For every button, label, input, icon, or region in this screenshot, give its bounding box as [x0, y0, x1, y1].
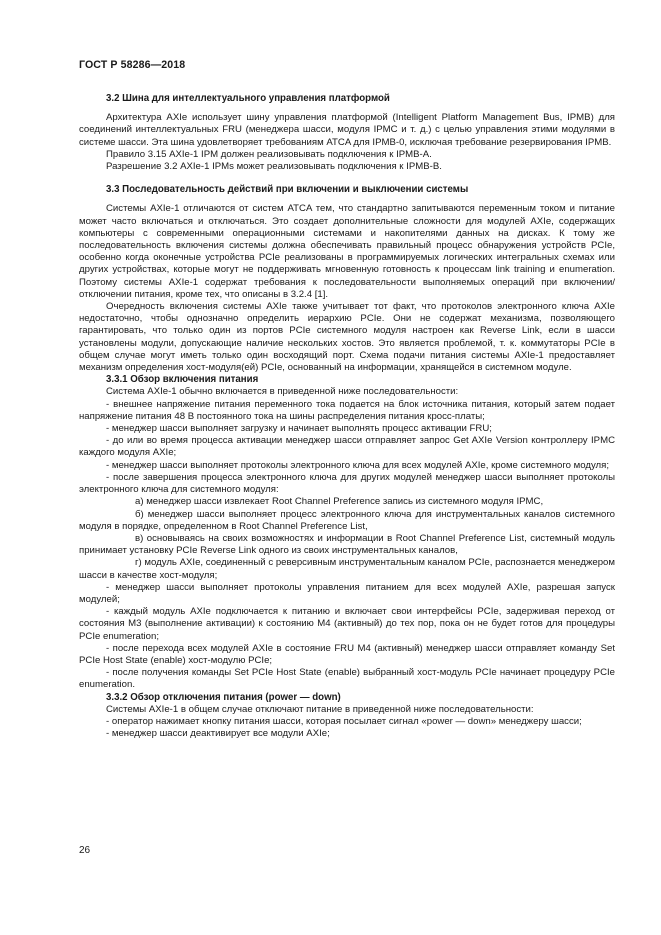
section-3-3-2-intro: Системы AXIe-1 в общем случае отключают питание в приведенной ниже последовательности: — [106, 703, 534, 715]
section-3-3-paragraph-1: Системы AXIe-1 отличаются от систем ATCA тем, что стандартно запитываются переменным током и питание может часто включаться и отключаться. Это создает дополнительные сложности для модулей AXIe, содержащих компьютеры с современными операционными системами и накопителями данных на дисках. К тому же последовательность включения системы должна обеспечивать правильный процесс обнаружения устройств PCIe, особенно когда оконечные устройства PCIe реализованы в программируемых логических интегральных схемах или других устройствах, которые могут не поддерживать мгновенную готовность к процессам link training и enumeration. Поэтому системы AXIe-1 содержат требования к последовательности выполняемых операций при включении/отключении питания, кроме тех, что описаны в 3.2.4 [1]. — [79, 203, 615, 300]
page-number: 26 — [79, 845, 91, 856]
list-item: - каждый модуль AXIe подключается к питанию и включает свои интерфейсы PCIe, задерживая переход от состояния M3 (выполнение активации) к состоянию M4 (активный) до тех пор, пока он не будет готов для процедуры PCIe enumeration; — [79, 606, 615, 642]
rule-3-15: Правило 3.15 AXIe-1 IPM должен реализовывать подключения к IPMB-A. — [106, 148, 432, 160]
section-3-3-heading: 3.3 Последовательность действий при включении и выключении системы — [106, 184, 469, 196]
section-3-3-paragraph-2: Очередность включения системы AXIe также учитывает тот факт, что протоколов электронного ключа AXIe недостаточно, чтобы однозначно определить иерархию PCIe. Они не содержат механизма, позволяющего гарантировать, что только один из портов PCIe системного модуля настроен как Reverse Link, если в шасси установлены модули, допускающие наличие нескольких хостов. Это является проблемой, т. к. коммутаторы PCIe в общем случае могут иметь только один восходящий порт. Схема подачи питания системы AXIe-1 предоставляет механизм определения хост-модуля(ей) PCIe, основанный на информации, хранящейся в системном модуле. — [79, 301, 615, 374]
list-item: - оператор нажимает кнопку питания шасси, которая посылает сигнал «power — down» менеджеру шасси; — [106, 715, 582, 727]
list-item: - до или во время процесса активации менеджер шасси отправляет запрос Get AXIe Version контроллеру IPMC каждого модуля AXIe; — [79, 435, 615, 459]
section-3-3-1-heading: 3.3.1 Обзор включения питания — [106, 374, 259, 386]
list-item: - менеджер шасси выполняет протоколы управления питанием для всех модулей AXIe, разрешая запуск модулей; — [79, 581, 615, 605]
list-item: - после завершения процесса электронного ключа для других модулей менеджер шасси выполняет протоколы электронного ключа для системного модуля: — [79, 471, 615, 496]
list-item: - после получения команды Set PCIe Host State (enable) выбранный хост-модуль PCIe начинает процедуру PCIe enumeration. — [79, 667, 615, 691]
section-3-3-1-intro: Система AXIe-1 обычно включается в приведенной ниже последовательности: — [106, 386, 459, 398]
list-item: - менеджер шасси выполняет протоколы электронного ключа для всех модулей AXIe, кроме системного модуля; — [106, 459, 609, 471]
list-item: - после перехода всех модулей AXIe в состояние FRU M4 (активный) менеджер шасси отправляет команду Set PCIe Host State (enable) хост-модулю PCIe; — [79, 642, 615, 666]
document-body — [79, 93, 615, 740]
sub-list-item: г) модуль AXIe, соединенный с реверсивным инструментальным каналом PCIe, распознается менеджером шасси в качестве хост-модуля; — [79, 557, 615, 581]
list-item: - менеджер шасси выполняет загрузку и начинает выполнять процесс активации FRU; — [106, 423, 492, 435]
sub-list-item: а) менеджер шасси извлекает Root Channel Preference запись из системного модуля IPMC, — [135, 496, 544, 508]
section-3-3-2-heading: 3.3.2 Обзор отключения питания (power — down) — [106, 691, 341, 703]
sub-list-item: б) менеджер шасси выполняет процесс электронного ключа для инструментальных каналов системного модуля в порядке, определенном в Root Channel Preference List, — [79, 508, 615, 532]
standard-designation: ГОСТ Р 58286—2018 — [79, 59, 186, 71]
permission-3-2: Разрешение 3.2 AXIe-1 IPMs может реализовывать подключения к IPMB-B. — [106, 161, 442, 173]
section-3-2-heading: 3.2 Шина для интеллектуального управления платформой — [106, 93, 390, 104]
sub-list-item: в) основываясь на своих возможностях и информации в Root Channel Preference List, системный модуль принимает установку PCIe Reverse Link одного из своих инструментальных каналов, — [79, 532, 615, 557]
list-item: - внешнее напряжение питания переменного тока подается на блок источника питания, который затем подает напряжение питания 48 В постоянного тока на шины распределения питания кросс-платы; — [79, 398, 615, 422]
list-item: - менеджер шасси деактивирует все модули AXIe; — [106, 728, 330, 740]
section-3-2-paragraph-1: Архитектура AXIe использует шину управления платформой (Intelligent Platform Management Bus, IPMB) для соединений интеллектуальных FRU (менеджера шасси, модуля IPMC и т. д.) с целью управления этими модулями в системе шасси. Эта шина удовлетворяет требованиям ATCA для IPMB-0, исключая требование резервирования IPMB. — [79, 112, 615, 148]
